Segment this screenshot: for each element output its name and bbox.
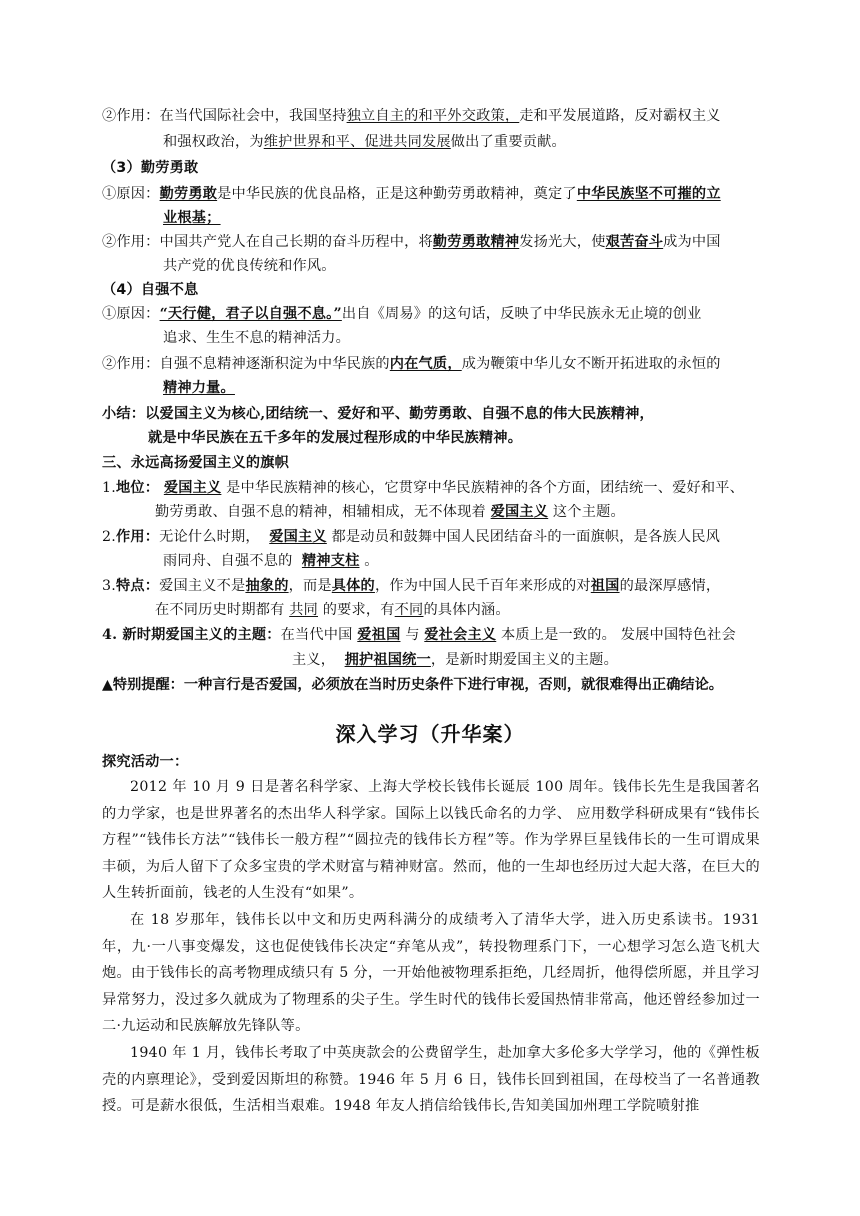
point-feature: 3.特点：爱国主义不是抽象的，而是具体的，作为中国人民千百年来形成的对祖国的最深厚感情， [102, 578, 721, 594]
paragraph: 在 18 岁那年，钱伟长以中文和历史两科满分的成绩考入了清华大学，进入历史系读书。1931 年，九·一八事变爆发，这也促使钱伟长决定“弃笔从戎”，转投物理系门下，一心想学习怎么造飞机大炮。由于钱伟长的高考物理成绩只有 5 分，一开始他被物理系拒绝，几经周折，他得偿所愿，并且学习异常努力，没过多久就成为了物理系的尖子生。学生时代的钱伟长爱国热情非常高，他还曾经参加过一二·九运动和民族解放先锋队等。 [102, 912, 760, 1034]
point-role-cont: 雨同舟、自强不息的 精神支柱 。 [163, 553, 379, 569]
special-reminder: ▲特别提醒：一种言行是否爱国，必须放在当时历史条件下进行审视，否则，就很难得出正确结论。 [102, 677, 723, 693]
point-feature-cont: 在不同历史时期都有 共同 的要求，有不同的具体内涵。 [155, 602, 510, 618]
role-line-cont: 和强权政治，为维护世界和平、促进共同发展做出了重要贡献。 [163, 134, 566, 150]
role-line-cont: 共产党的优良传统和作风。 [163, 258, 336, 274]
section-heading: 三、永远高扬爱国主义的旗帜 [102, 455, 290, 471]
reason-line-cont: 追求、生生不息的精神活力。 [163, 330, 351, 346]
section-title: 深入学习（升华案） [335, 722, 525, 746]
role-line-cont: 精神力量。 [163, 380, 235, 396]
heading-diligence: （3）勤劳勇敢 [102, 160, 199, 176]
paragraph: 1940 年 1 月，钱伟长考取了中英庚款会的公费留学生，赴加拿大多伦多大学学习，他的《弹性板壳的内禀理论》，受到爱因斯坦的称赞。1946 年 5 月 6 日，钱伟长回到祖国，在母校当了一名普通教授。可是薪水很低，生活相当艰难。1948 年友人捎信给钱伟长,告知美国加州理工学院喷射推 [102, 1045, 760, 1114]
role-line: ②作用：自强不息精神逐渐积淀为中华民族的内在气质，成为鞭策中华儿女不断开拓进取的永恒的 [102, 356, 721, 372]
point-role: 2.作用：无论什么时期， 爱国主义 都是动员和鼓舞中国人民团结奋斗的一面旗帜，是各族人民风 [102, 529, 720, 545]
summary-line: 小结：以爱国主义为核心,团结统一、爱好和平、勤劳勇敢、自强不息的伟大民族精神， [102, 406, 654, 422]
paragraph: 2012 年 10 月 9 日是著名科学家、上海大学校长钱伟长诞辰 100 周年。钱伟长先生是我国著名的力学家，也是世界著名的杰出华人科学家。国际上以钱氏命名的力学、 应用数学科研成果有“钱伟长方程”“钱伟长方法”“钱伟长一般方程”“圆拉壳的钱伟长方程”等。作为学界巨星钱伟长的一生可谓成果丰硕，为后人留下了众多宝贵的学术财富与精神财富。然而，他的一生却也经历过大起大落，在巨大的人生转折面前，钱老的人生没有“如果”。 [102, 779, 760, 901]
point-status: 1.地位： 爱国主义 是中华民族精神的核心，它贯穿中华民族精神的各个方面，团结统一、爱好和平、 [102, 480, 745, 496]
heading-self-strength: （4）自强不息 [102, 282, 199, 298]
reason-line: ①原因：“天行健，君子以自强不息。”出自《周易》的这句话，反映了中华民族永无止境的创业 [102, 306, 702, 322]
point-theme: 4. 新时期爱国主义的主题：在当代中国 爱祖国 与 爱社会主义 本质上是一致的。 发展中国特色社会 [102, 627, 736, 643]
summary-line-cont: 就是中华民族在五千多年的发展过程形成的中华民族精神。 [148, 430, 523, 446]
role-line: ②作用：中国共产党人在自己长期的奋斗历程中，将勤劳勇敢精神发扬光大，使艰苦奋斗成为中国 [102, 234, 721, 250]
reason-line: ①原因：勤劳勇敢是中华民族的优良品格，正是这种勤劳勇敢精神，奠定了中华民族坚不可摧的立 [102, 186, 721, 202]
reason-line-cont: 业根基； [163, 210, 221, 226]
role-line: ②作用：在当代国际社会中，我国坚持独立自主的和平外交政策，走和平发展道路，反对霸权主义 [102, 108, 721, 124]
activity-heading: 探究活动一： [102, 754, 189, 770]
point-theme-cont: 主义， 拥护祖国统一，是新时期爱国主义的主题。 [292, 652, 618, 668]
point-status-cont: 勤劳勇敢、自强不息的精神，相辅相成，无不体现着 爱国主义 这个主题。 [155, 504, 625, 520]
